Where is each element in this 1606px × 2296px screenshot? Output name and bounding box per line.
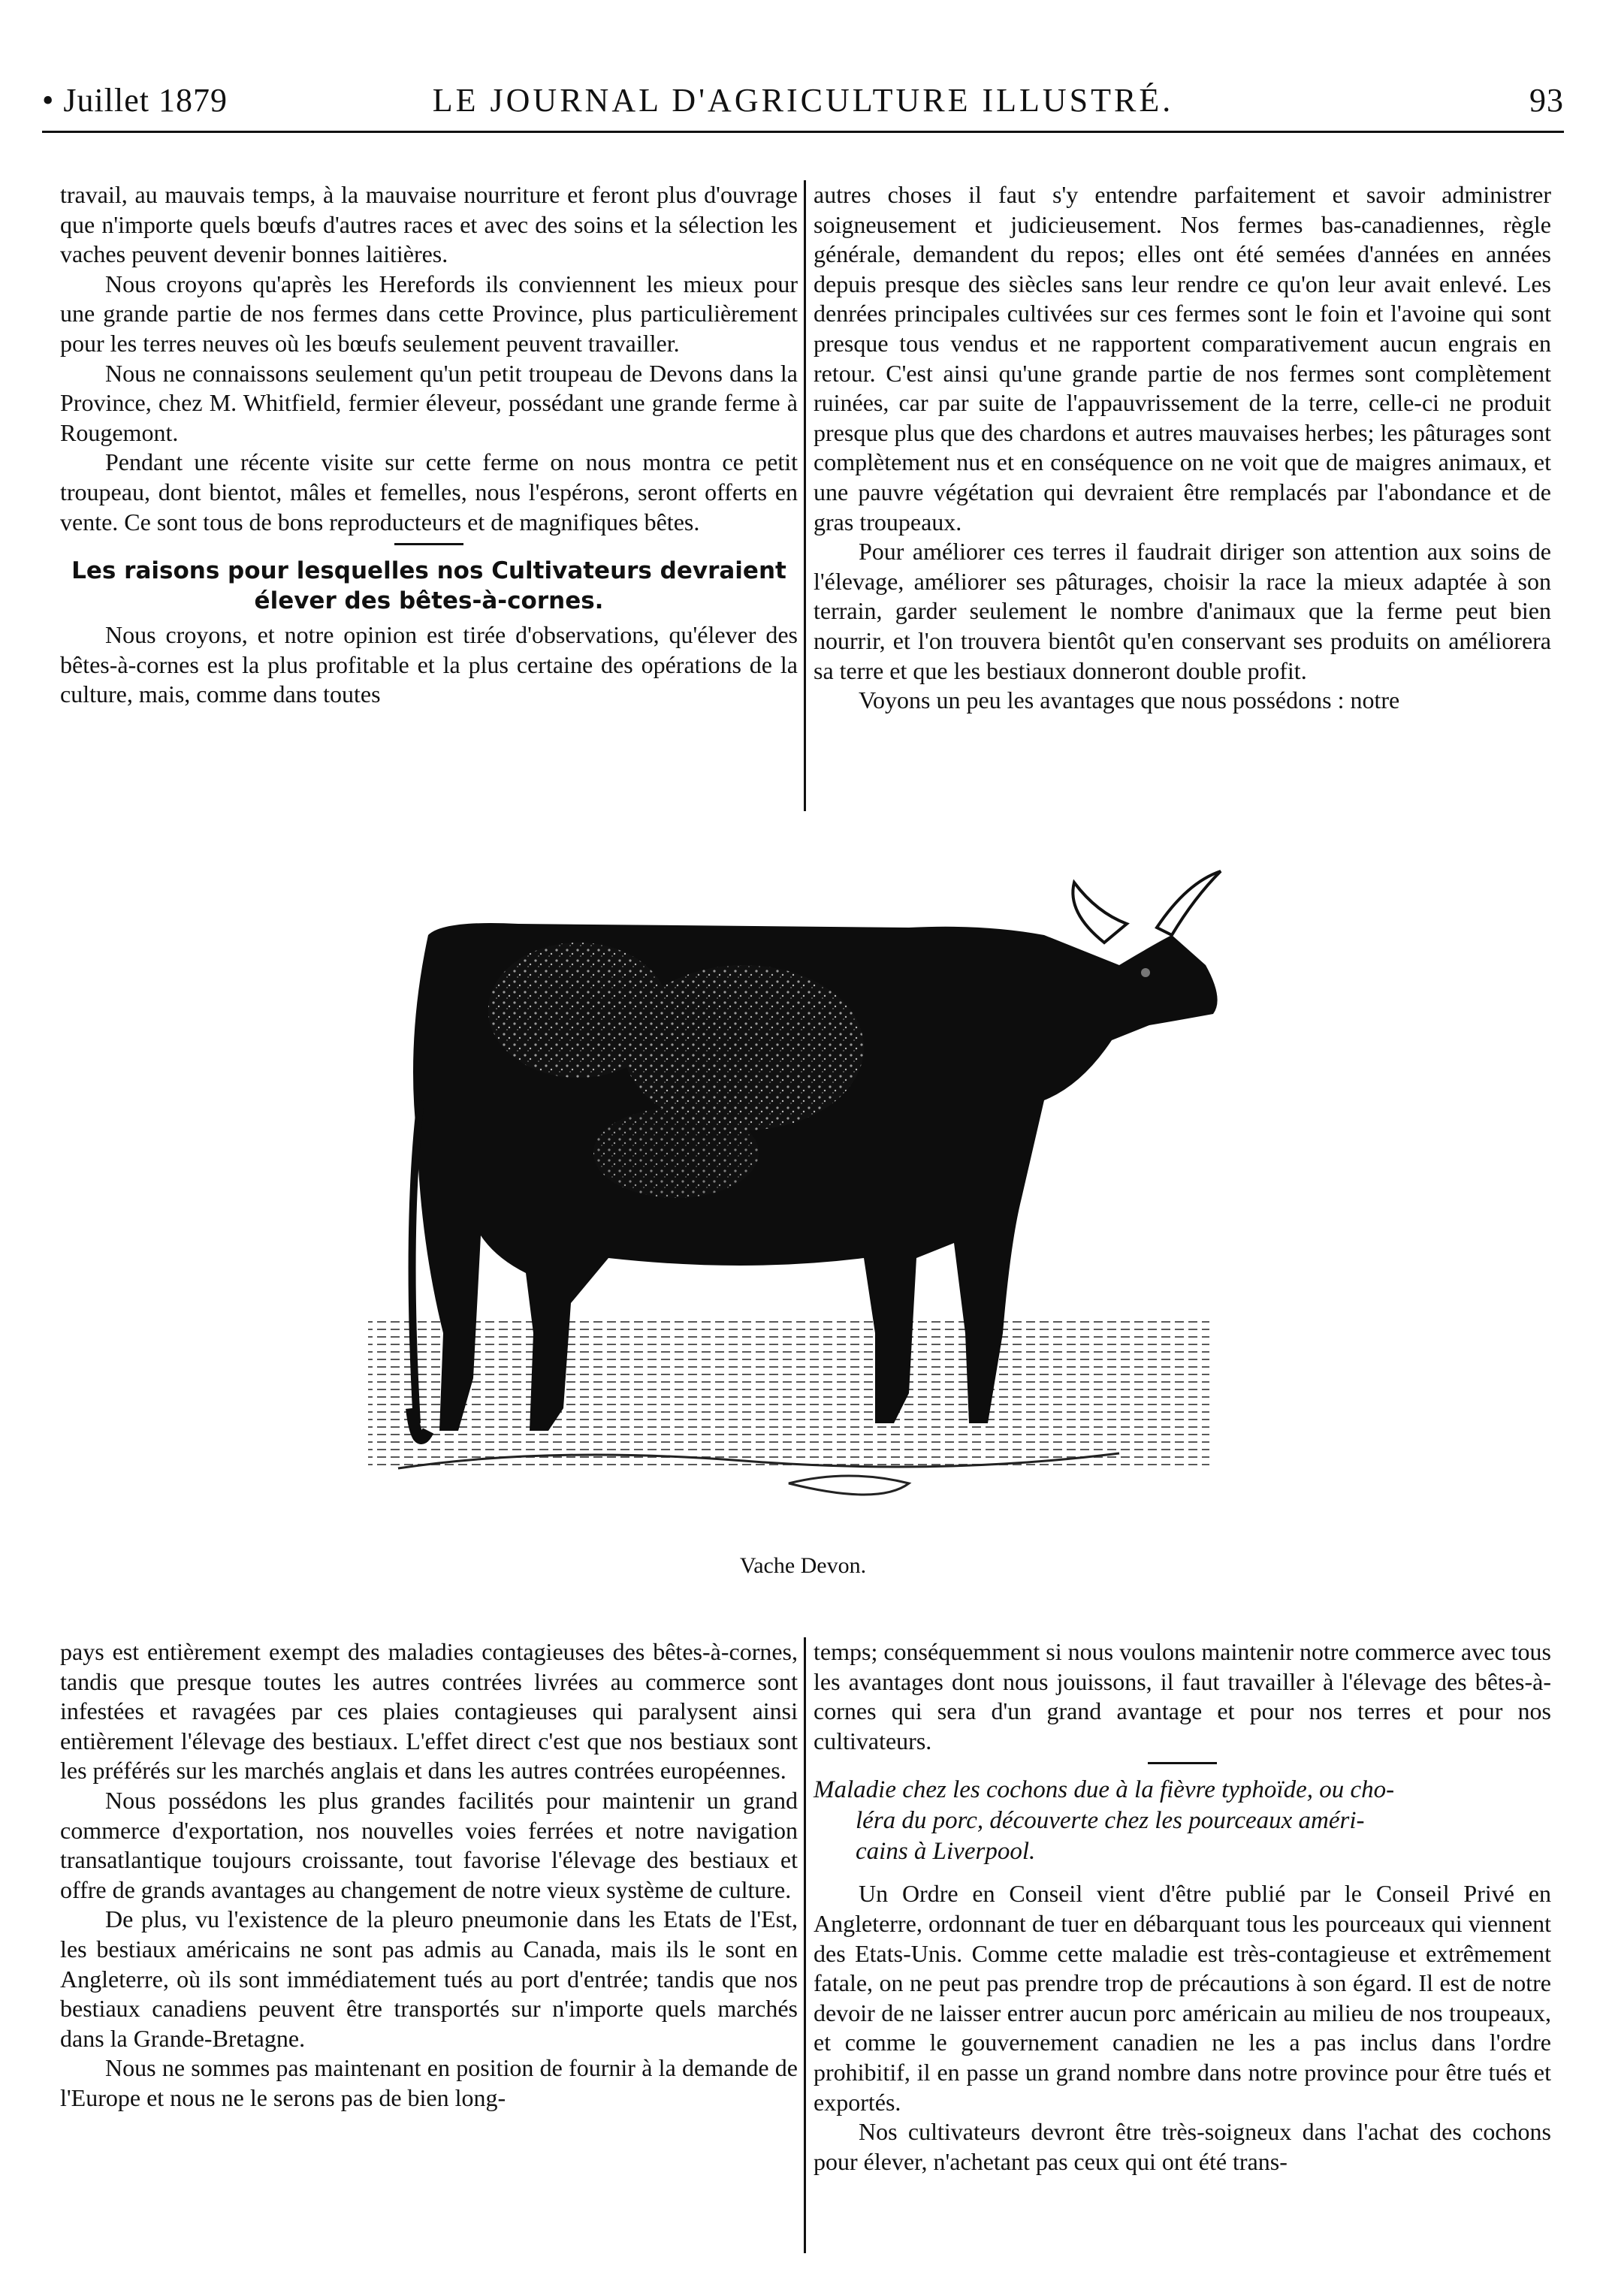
bottom-left-column bbox=[60, 1637, 798, 2113]
top-left-column bbox=[60, 180, 798, 710]
paragraph: Pour améliorer ces terres il faudrait diriger son attention aux soins de l'élevage, améliorer ses pâturages, choisir la race la mieux adaptée à son terrain, garder seulement le nombre d'animaux que la ferme peut bien nourrir, et l'on trouvera bientôt qu'en conservant ses produits on améliorera sa terre et que les bestiaux donneront double profit. bbox=[814, 538, 1551, 684]
paragraph: travail, au mauvais temps, à la mauvaise nourriture et feront plus d'ouvrage que n'importe quels bœufs d'autres races et avec des soins et la sélection les vaches peuvent devenir bonnes laitières. bbox=[60, 181, 798, 268]
paragraph: autres choses il faut s'y entendre parfaitement et savoir administrer soigneusement et judicieusement. Nos fermes bas-canadiennes, règle générale, demandent du repos; elles ont été semées d'années en années depuis presque des siècles sans leur rendre ce qu'on leur avait enlevé. Les denrées principales cultivées sur ces fermes sont le foin et l'avoine qui sont presque tous vendus et ne rapportent comparativement aucun engrais en retour. C'est ainsi qu'une grande partie de nos fermes sont complètement ruinées, car par suite de l'appauvrissement de la terre, celle-ci ne produit presque plus que des chardons et autres mauvaises herbes; les pâturages sont complètement nus et en conséquence on ne voit que de maigres animaux, et une pauvre végétation qui devraient être remplacés par l'abondance et de gras troupeaux. bbox=[814, 181, 1551, 536]
paragraph: Nous ne connaissons seulement qu'un petit troupeau de Devons dans la Province, chez M. Whitfield, fermier éleveur, possédant une grande ferme à Rougemont. bbox=[60, 359, 798, 446]
section-title: Les raisons pour lesquelles nos Cultivateurs devraient élever des bêtes-à-cornes. bbox=[71, 557, 786, 615]
bottom-right-column bbox=[814, 1637, 1551, 2177]
paragraph: Voyons un peu les avantages que nous possédons : notre bbox=[859, 686, 1400, 714]
column-divider bbox=[804, 1637, 806, 2253]
section-divider bbox=[1148, 1762, 1217, 1764]
top-right-column bbox=[814, 180, 1551, 716]
running-header bbox=[42, 75, 1564, 128]
paragraph: Pendant une récente visite sur cette ferme on nous montra ce petit troupeau, dont bientot, mâles et femelles, nous l'espérons, seront offerts en vente. Ce sont tous de bons reproducteurs et de magnifiques bêtes. bbox=[60, 448, 798, 536]
paragraph: Nous ne sommes pas maintenant en position de fournir à la demande de l'Europe et nous ne le serons pas de bien long- bbox=[60, 2054, 798, 2111]
article-title-line: cains à Liverpool. bbox=[856, 1838, 1036, 1866]
page-number: 93 bbox=[1529, 82, 1564, 119]
paragraph: pays est entièrement exempt des maladies contagieuses des bêtes-à-cornes, tandis que presque toutes les autres contrées livrées au commerce sont infestées et ravagées par ces plaies contagieuses qui paralysent ainsi entièrement l'élevage des bestiaux. L'effet direct c'est que nos bestiaux sont les préférés sur les marchés anglais et dans les autres contrées européennes. bbox=[60, 1638, 798, 1785]
journal-title: LE JOURNAL D'AGRICULTURE ILLUSTRÉ. bbox=[432, 82, 1174, 119]
paragraph: Un Ordre en Conseil vient d'être publié par le Conseil Privé en Angleterre, ordonnant de tuer en débarquant tous les pourceaux qui viennent des Etats-Unis. Comme cette maladie est très-contagieuse et extrêmement fatale, on ne peut pas prendre trop de précautions à son égard. Il est de notre devoir de ne laisser entrer aucun porc américain au milieu de nos troupeaux, et comme le gouvernement canadien ne les a pas inclus dans l'ordre prohibitif, il en passe un grand nombre dans notre province pour être tués et exportés. bbox=[814, 1880, 1551, 2116]
issue-date: • Juillet 1879 bbox=[42, 82, 228, 119]
article-title-line: Maladie chez les cochons due à la fièvre typhoïde, ou cho- bbox=[814, 1776, 1395, 1804]
ground-shading bbox=[368, 1318, 1209, 1495]
paragraph: Nous croyons qu'après les Herefords ils conviennent les mieux pour une grande partie de nos fermes dans cette Province, plus particulièrement pour les terres neuves où les bœufs seulement peuvent travailler. bbox=[60, 270, 798, 357]
section-divider bbox=[394, 543, 463, 545]
paragraph: Nous croyons, et notre opinion est tirée d'observations, qu'élever des bêtes-à-cornes est la plus profitable et la plus certaine des opérations de la culture, mais, comme dans toutes bbox=[60, 621, 798, 708]
paragraph: temps; conséquemment si nous voulons maintenir notre commerce avec tous les avantages dont nous jouissons, il faut travailler à l'élevage des bêtes-à-cornes qui sera d'un grand avantage et pour nos terres et pour nos cultivateurs. bbox=[814, 1638, 1551, 1754]
article-title-line: léra du porc, découverte chez les pourceaux améri- bbox=[856, 1807, 1365, 1835]
header-rule bbox=[42, 131, 1564, 133]
cow-horns bbox=[1073, 882, 1127, 943]
paragraph: De plus, vu l'existence de la pleuro pneumonie dans les Etats de l'Est, les bestiaux américains ne sont pas admis au Canada, mais ils le sont en Angleterre, où ils sont immédiatement tués au port d'entrée; tandis que nos bestiaux canadiens peuvent être transportés sur n'importe quels marchés dans la Grande-Bretagne. bbox=[60, 1905, 798, 2052]
column-divider bbox=[804, 180, 806, 811]
paragraph: Nous possédons les plus grandes facilités pour maintenir un grand commerce d'exportation, nos nouvelles voies ferrées et notre navigation transatlantique toujours croissante, tout favorise l'élevage des bestiaux et offre de grands avantages au changement de notre vieux système de culture. bbox=[60, 1786, 798, 1903]
paragraph: Nos cultivateurs devront être très-soigneux dans l'achat des cochons pour élever, n'achetant pas ceux qui ont été trans- bbox=[814, 2118, 1551, 2175]
figure-caption: Vache Devon. bbox=[739, 1553, 867, 1578]
devon-cow-illustration bbox=[323, 852, 1330, 1528]
article-title bbox=[814, 1775, 1551, 1867]
